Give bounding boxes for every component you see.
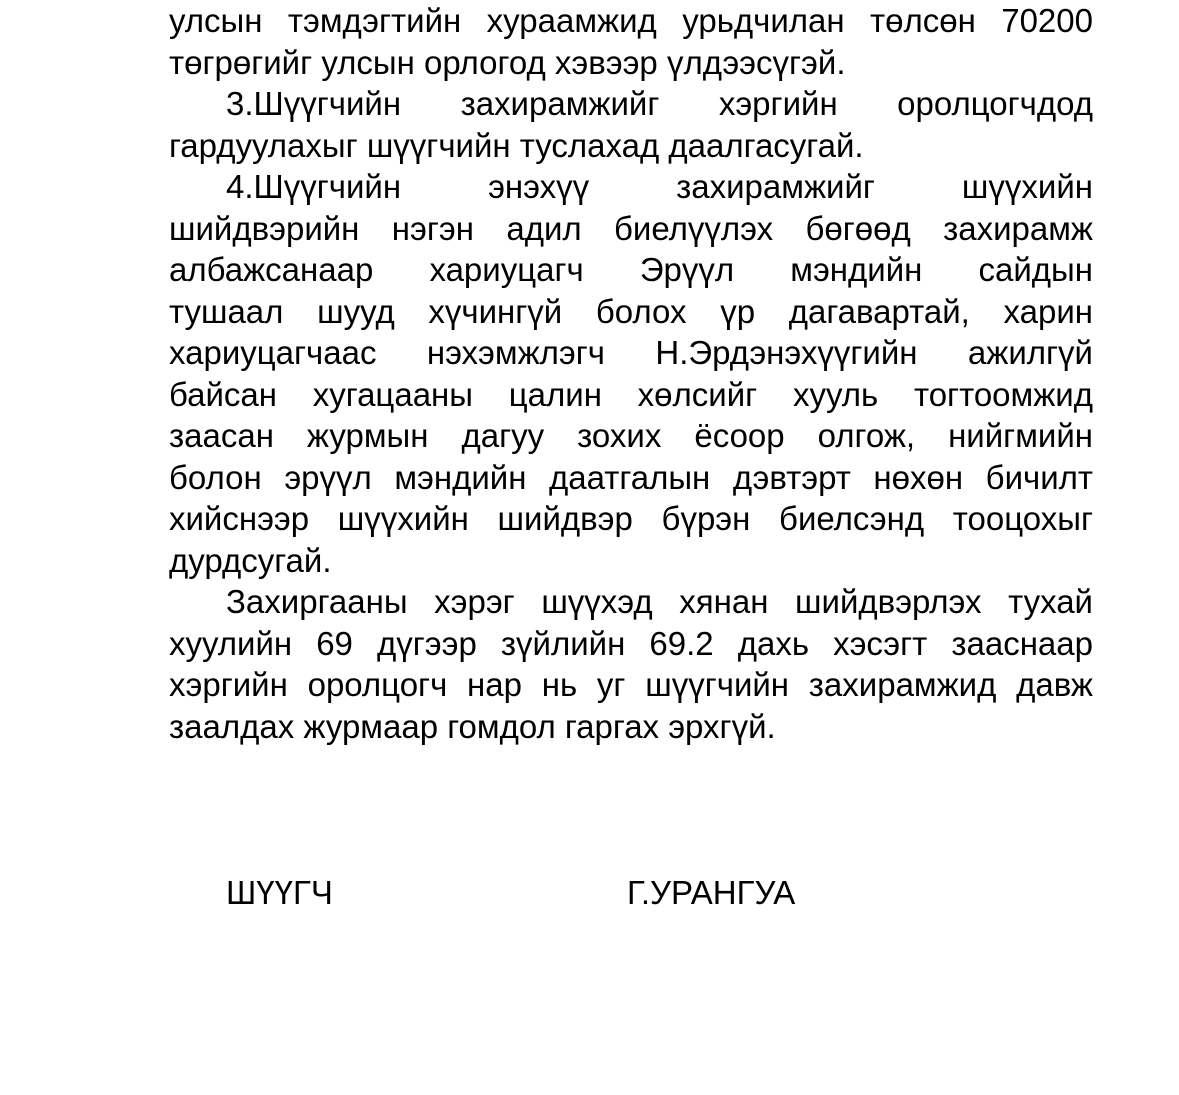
- text-line: хариуцагчаас нэхэмжлэгч Н.Эрдэнэхүүгийн ажилгүй: [169, 334, 1093, 371]
- text-line: гардуулахыг шүүгчийн туслахад даалгасугай.: [169, 126, 864, 164]
- text-line: 4.Шүүгчийн энэхүү захирамжийг шүүхийн: [226, 168, 1093, 205]
- item-3-paragraph: [169, 83, 1093, 166]
- document-body: [169, 0, 1093, 747]
- paragraph-continuation: [169, 0, 1093, 83]
- signature-title: ШҮҮГЧ: [226, 874, 333, 911]
- text-line: төгрөгийг улсын орлогод хэвээр үлдээсүгэй.: [169, 43, 846, 81]
- text-line: байсан хугацааны цалин хөлсийг хууль тогтоомжид: [169, 375, 1093, 413]
- text-line: улсын тэмдэгтийн хураамжид урьдчилан төлсөн 70200: [169, 2, 1093, 39]
- text-line: болон эрүүл мэндийн даатгалын дэвтэрт нөхөн бичилт: [169, 458, 1093, 496]
- item-4-paragraph: [169, 166, 1093, 581]
- appeal-note-paragraph: [169, 581, 1093, 747]
- text-line: хэргийн оролцогч нар нь уг шүүгчийн захирамжид давж: [169, 666, 1093, 703]
- text-line: тушаал шууд хүчингүй болох үр дагавартай, харин: [169, 292, 1093, 330]
- text-line: 3.Шүүгчийн захирамжийг хэргийн оролцогчдод: [226, 85, 1093, 122]
- text-line: Захиргааны хэрэг шүүхэд хянан шийдвэрлэх тухай: [226, 583, 1093, 620]
- text-line: заасан журмын дагуу зохих ёсоор олгож, нийгмийн: [169, 417, 1093, 454]
- text-line: хийснээр шүүхийн шийдвэр бүрэн биелсэнд тооцохыг: [169, 500, 1093, 537]
- text-line: хуулийн 69 дүгээр зүйлийн 69.2 дахь хэсэгт зааснаар: [169, 624, 1093, 662]
- text-line: заалдах журмаар гомдол гаргах эрхгүй.: [169, 707, 776, 745]
- text-line: албажсанаар хариуцагч Эрүүл мэндийн сайдын: [169, 251, 1093, 288]
- text-line: дурдсугай.: [169, 541, 332, 579]
- text-line: шийдвэрийн нэгэн адил биелүүлэх бөгөөд захирамж: [169, 209, 1093, 247]
- signature-name: Г.УРАНГУА: [627, 874, 796, 911]
